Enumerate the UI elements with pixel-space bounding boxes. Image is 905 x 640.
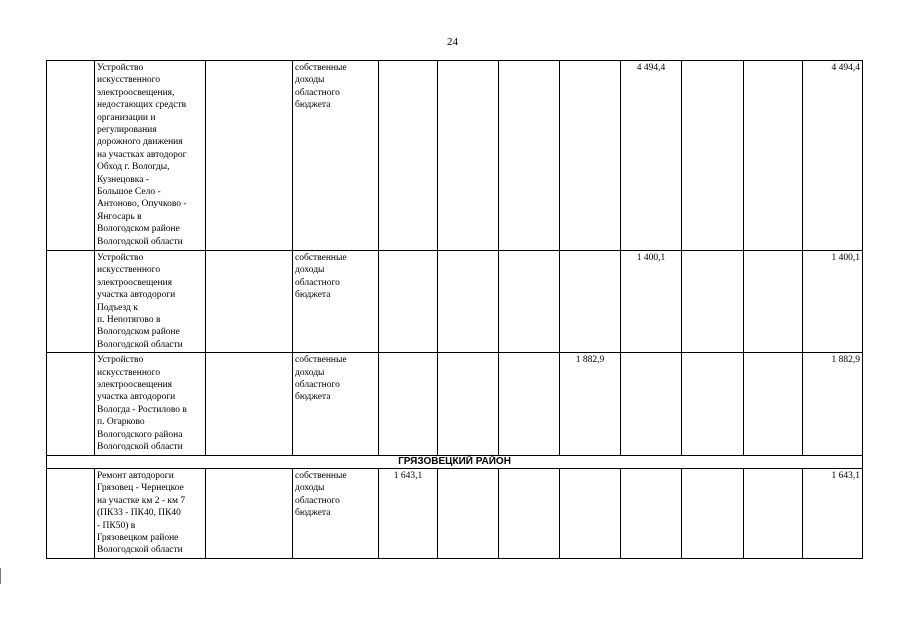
measure-name: Устройство искусственного электроосвещения участка автодороги Вологда - Ростилово в п. Огарково Вологодского района Вологодской области xyxy=(95,353,206,455)
empty-cell xyxy=(499,468,560,558)
row-index-cell xyxy=(47,353,95,455)
empty-cell xyxy=(560,251,621,353)
section-title: ГРЯЗОВЕЦКИЙ РАЙОН xyxy=(47,455,863,468)
empty-cell xyxy=(744,353,803,455)
scan-edge-mark xyxy=(0,568,4,584)
page-number: 24 xyxy=(447,36,458,48)
measure-name: Устройство искусственного электроосвещения участка автодороги Подъезд к п. Непотягово в Вологодском районе Вологодской области xyxy=(95,251,206,353)
table-row xyxy=(47,353,863,455)
empty-cell xyxy=(621,468,682,558)
empty-cell xyxy=(438,353,499,455)
budget-table xyxy=(46,60,863,559)
table-row xyxy=(47,61,863,251)
empty-cell xyxy=(682,353,744,455)
empty-cell xyxy=(499,353,560,455)
measure-name: Устройство искусственного электроосвещения, недостающих средств организации и регулирования дорожного движения на участках автодорог Обход г. Вологды, Кузнецовка - Большое Село - Антоново, Опучково - Янгосарь в Вологодском районе Вологодской области xyxy=(95,61,206,251)
amount-cell: 4 494,4 xyxy=(621,61,682,251)
row-index-cell xyxy=(47,251,95,353)
funding-source: собственные доходы областного бюджета xyxy=(293,353,379,455)
section-header-row xyxy=(47,455,863,468)
empty-cell xyxy=(744,468,803,558)
empty-cell xyxy=(560,61,621,251)
table-row xyxy=(47,251,863,353)
empty-cell xyxy=(499,61,560,251)
amount-cell: 1 643,1 xyxy=(379,468,438,558)
total-cell: 1 882,9 xyxy=(803,353,863,455)
row-index-cell xyxy=(47,468,95,558)
empty-cell xyxy=(560,468,621,558)
empty-cell xyxy=(379,61,438,251)
measure-name: Ремонт автодороги Грязовец - Чернецкое на участке км 2 - км 7 (ПК33 - ПК40, ПК40 - ПК50) в Грязовецком районе Вологодской области xyxy=(95,468,206,558)
empty-cell xyxy=(206,353,293,455)
row-index-cell xyxy=(47,61,95,251)
total-cell: 1 400,1 xyxy=(803,251,863,353)
total-cell: 4 494,4 xyxy=(803,61,863,251)
funding-source: собственные доходы областного бюджета xyxy=(293,61,379,251)
empty-cell xyxy=(438,468,499,558)
empty-cell xyxy=(499,251,560,353)
empty-cell xyxy=(682,61,744,251)
empty-cell xyxy=(682,251,744,353)
empty-cell xyxy=(744,251,803,353)
total-cell: 1 643,1 xyxy=(803,468,863,558)
empty-cell xyxy=(206,468,293,558)
empty-cell xyxy=(621,353,682,455)
funding-source: собственные доходы областного бюджета xyxy=(293,468,379,558)
table-row xyxy=(47,468,863,558)
empty-cell xyxy=(206,61,293,251)
funding-source: собственные доходы областного бюджета xyxy=(293,251,379,353)
amount-cell: 1 882,9 xyxy=(560,353,621,455)
empty-cell xyxy=(206,251,293,353)
empty-cell xyxy=(438,251,499,353)
empty-cell xyxy=(744,61,803,251)
amount-cell: 1 400,1 xyxy=(621,251,682,353)
empty-cell xyxy=(438,61,499,251)
empty-cell xyxy=(379,353,438,455)
empty-cell xyxy=(682,468,744,558)
empty-cell xyxy=(379,251,438,353)
